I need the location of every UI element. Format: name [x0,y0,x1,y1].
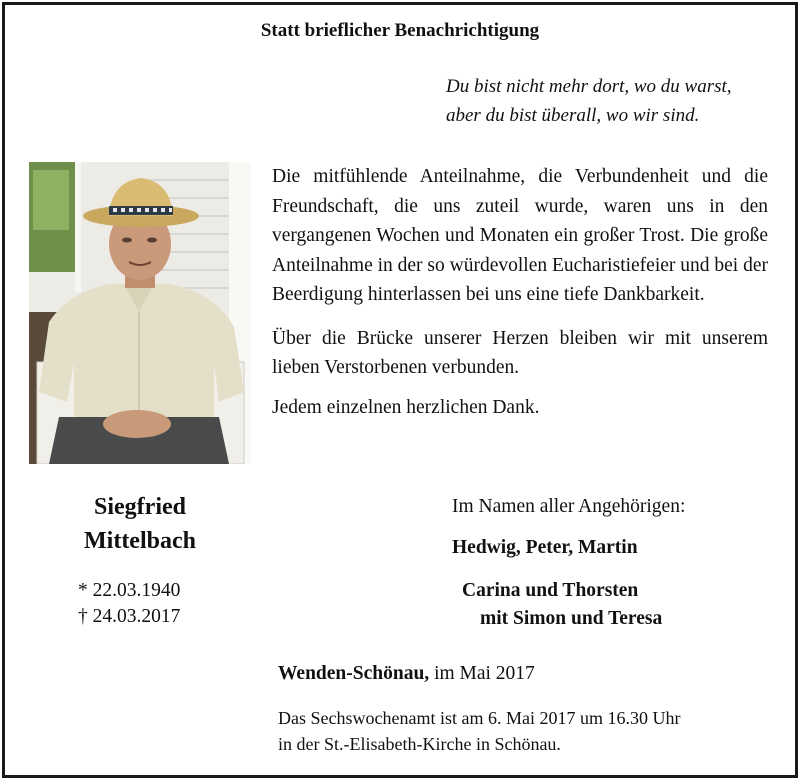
mass-notice [278,705,680,757]
deceased-first-name: Siegfried [94,494,186,520]
death-date: † 24.03.2017 [78,606,181,627]
birth-date: * 22.03.1940 [78,580,181,601]
place-and-date [278,663,535,685]
deceased-name [29,490,251,558]
paragraph-bridge: Über die Brücke unserer Herzen bleiben wir mit unserem lieben Verstorbenen verbunden. [272,327,768,378]
quote-line-2: aber du bist überall, wo wir sind. [446,105,700,126]
portrait-photo [29,162,251,464]
deceased-last-name: Mittelbach [84,528,196,554]
family-line-3: mit Simon und Teresa [480,608,663,629]
life-dates [78,578,180,630]
thank-you-text [272,162,768,422]
paragraph-thanks: Jedem einzelnen herzlichen Dank. [272,396,540,418]
memorial-quote [446,72,732,130]
family-signoff: Im Namen aller Angehörigen: [452,496,686,517]
notice-line-2: in der St.-Elisabeth-Kirche in Schönau. [278,734,561,754]
family-line-2: Carina und Thorsten [462,580,639,601]
town: Wenden-Schönau, [278,663,430,684]
family-line-1: Hedwig, Peter, Martin [452,537,638,558]
page-title: Statt brieflicher Benachrichtigung [260,20,540,41]
quote-line-1: Du bist nicht mehr dort, wo du warst, [446,76,732,97]
date: im Mai 2017 [434,663,535,684]
portrait-photo-illustration [29,162,251,464]
paragraph-gratitude: Die mitfühlende Anteilnahme, die Verbundenheit und die Freundschaft, die uns zuteil wurde, waren uns in den vergangenen Wochen und Monaten ein großer Trost. Die große Anteilnahme in der so würdevollen Eucharistiefeier und bei der Beerdigung hinterlassen bei uns eine tiefe Dankbarkeit. [272,166,768,305]
notice-line-1: Das Sechswochenamt ist am 6. Mai 2017 um 16.30 Uhr [278,708,681,728]
